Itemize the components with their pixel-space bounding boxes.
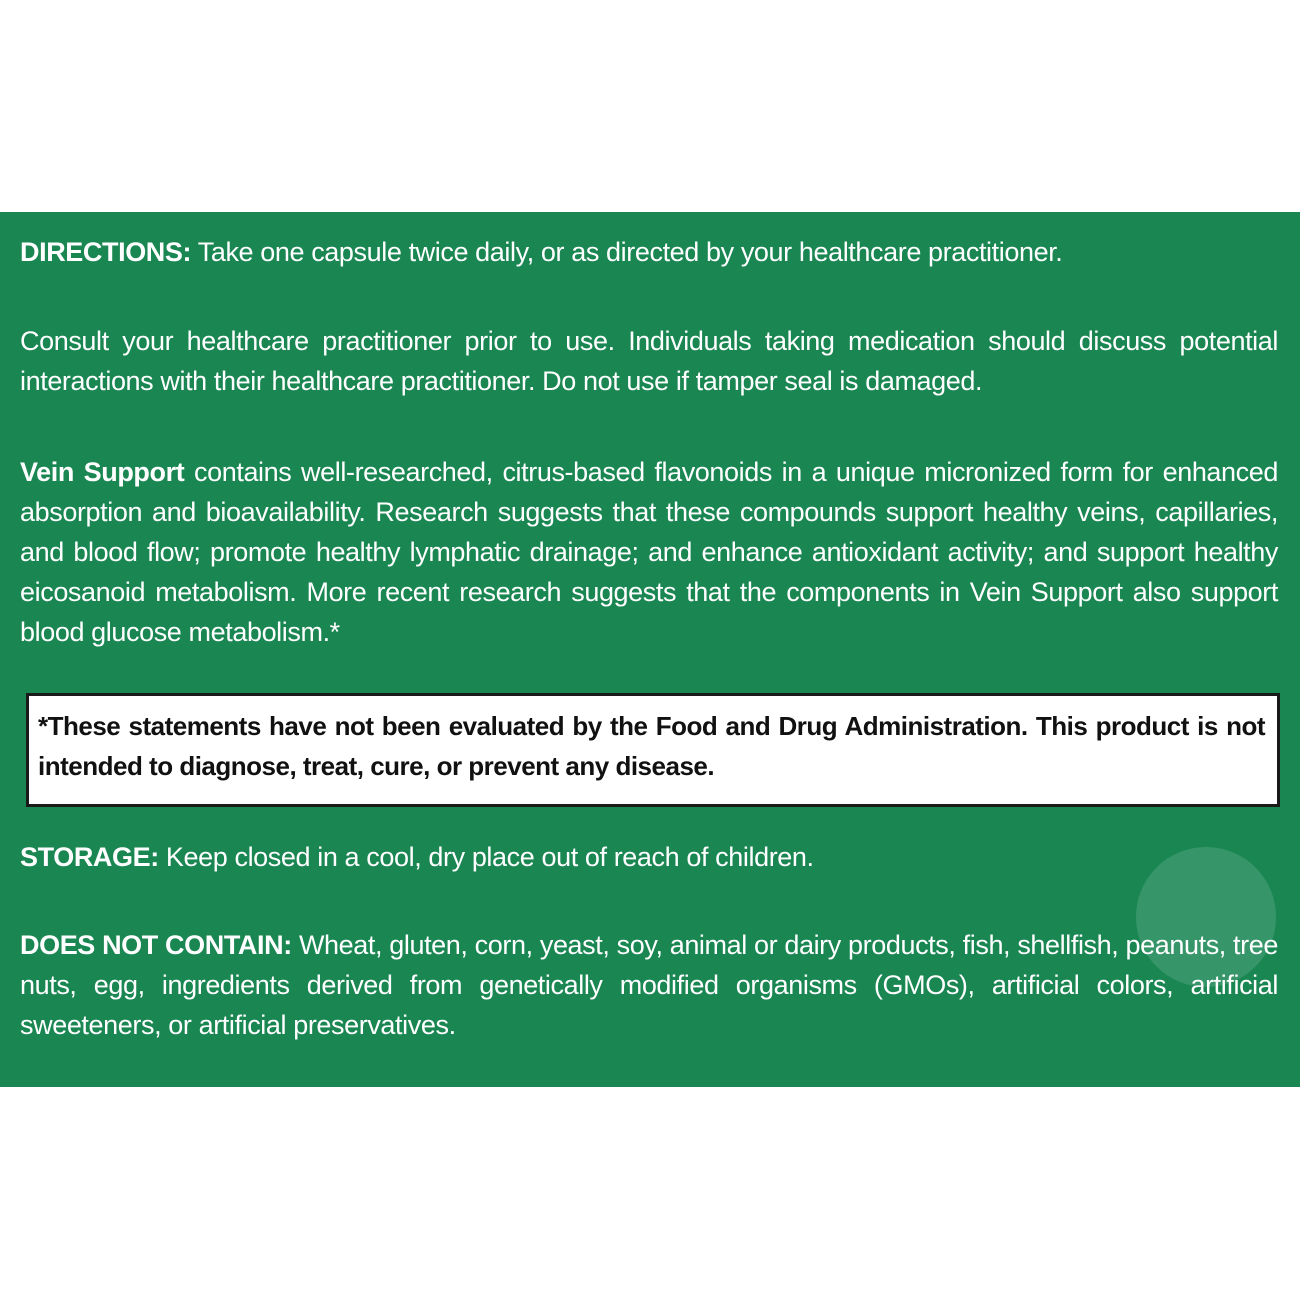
allergen-heading: DOES NOT CONTAIN:	[20, 930, 292, 960]
storage-heading: STORAGE:	[20, 842, 159, 872]
fda-disclaimer-text: *These statements have not been evaluated by the Food and Drug Administration. This product is not intended to diagnose, treat, cure, or prevent any disease.	[38, 711, 1265, 781]
allergen-paragraph	[20, 925, 1278, 1045]
allergen-text: Wheat, gluten, corn, yeast, soy, animal or dairy products, fish, shellfish, peanuts, tree nuts, egg, ingredients derived from genetically modified organisms (GMOs), artificial colors, artificial sweeteners, or artificial preservatives.	[20, 930, 1278, 1040]
product-name: Vein Support	[20, 457, 185, 487]
product-description-text: contains well-researched, citrus-based flavonoids in a unique micronized form for enhanced absorption and bioavailability. Research suggests that these compounds support healthy veins, capillaries, and blood flow; promote healthy lymphatic drainage; and enhance antioxidant activity; and support healthy eicosanoid metabolism. More recent research suggests that the components in Vein Support also support blood glucose metabolism.*	[20, 457, 1278, 647]
supplement-label-panel	[0, 212, 1300, 1087]
storage-paragraph	[20, 837, 1278, 877]
directions-text: Take one capsule twice daily, or as directed by your healthcare practitioner.	[191, 237, 1063, 267]
storage-text: Keep closed in a cool, dry place out of reach of children.	[158, 842, 814, 872]
directions-paragraph	[20, 232, 1278, 272]
directions-heading: DIRECTIONS:	[20, 237, 192, 267]
fda-disclaimer-box	[26, 693, 1280, 807]
consult-text: Consult your healthcare practitioner prior to use. Individuals taking medication should discuss potential interactions with their healthcare practitioner. Do not use if tamper seal is damaged.	[20, 326, 1278, 396]
product-description-paragraph	[20, 452, 1278, 652]
consult-paragraph	[20, 321, 1278, 401]
